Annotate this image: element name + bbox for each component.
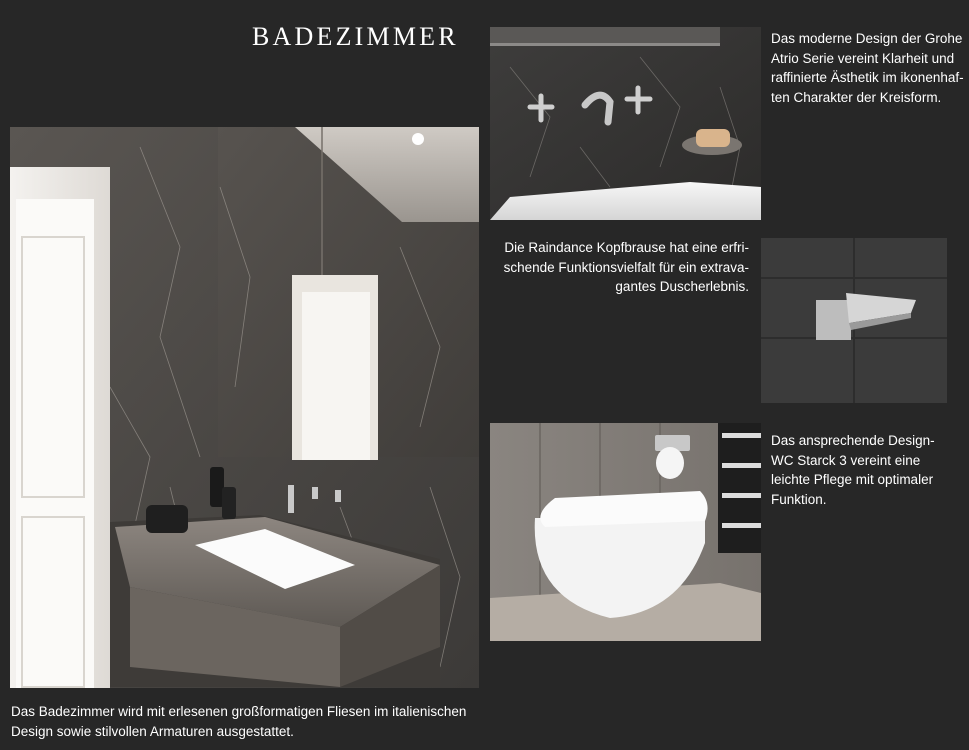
bathroom-caption	[11, 702, 466, 741]
rain-shower-head-photo	[761, 238, 947, 403]
text-line: Das ansprechende Design-	[771, 433, 935, 448]
text-line: Das moderne Design der Grohe	[771, 31, 963, 46]
wall-faucet-photo	[490, 27, 761, 220]
text-line: schende Funktionsvielfalt für ein extrava-	[503, 259, 749, 275]
text-line: Atrio Serie vereint Klarheit und	[771, 50, 955, 66]
shower-description	[495, 238, 749, 297]
text-line: gantes Duscherlebnis.	[615, 279, 749, 294]
wall-hung-toilet-photo	[490, 423, 761, 641]
text-line: Design sowie stilvollen Armaturen ausgestattet.	[11, 723, 294, 739]
page-title: BADEZIMMER	[252, 22, 459, 51]
text-line: ten Charakter der Kreisform.	[771, 89, 942, 105]
text-line: raffinierte Ästhetik im ikonenhaf-	[771, 70, 964, 85]
toilet-description	[771, 431, 935, 509]
text-line: Das Badezimmer wird mit erlesenen großformatigen Fliesen im italienischen	[11, 704, 467, 719]
text-line: Funktion.	[771, 491, 827, 507]
text-line: leichte Pflege mit optimaler	[771, 472, 934, 487]
faucet-description	[771, 29, 964, 107]
bathroom-vanity-photo	[10, 127, 479, 688]
text-line: Die Raindance Kopfbrause hat eine erfri-	[504, 240, 749, 255]
text-line: WC Starck 3 vereint eine	[771, 452, 921, 468]
